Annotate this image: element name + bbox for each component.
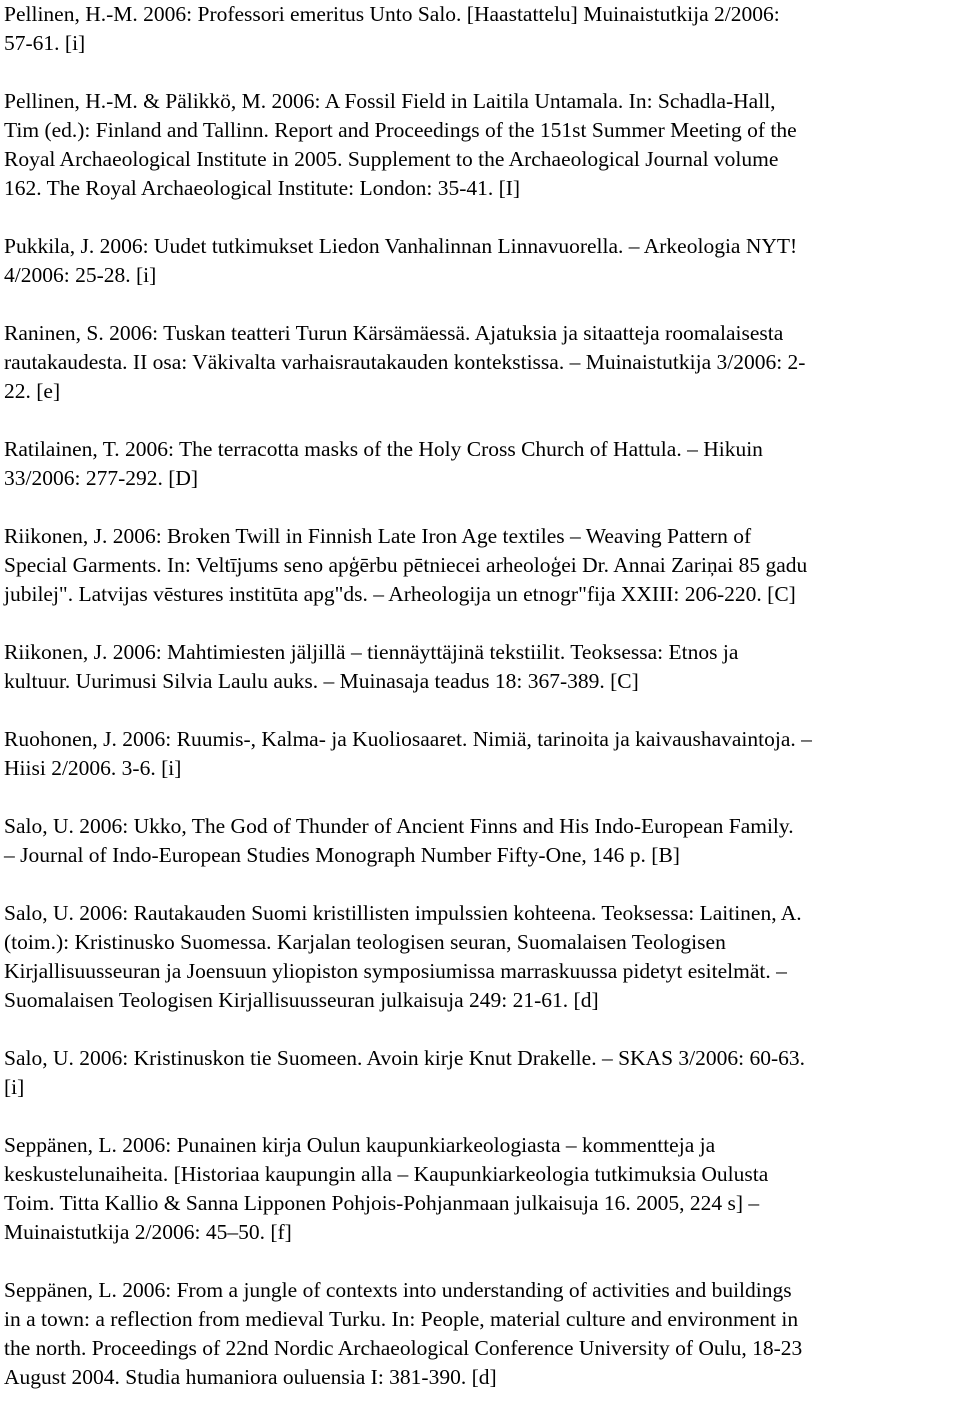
reference-line: Toim. Titta Kallio & Sanna Lipponen Pohjois-Pohjanmaan julkaisuja 16. 2005, 224 s] – [4,1191,760,1215]
reference-line: Salo, U. 2006: Rautakauden Suomi kristillisten impulssien kohteena. Teoksessa: Laitinen, A. [4,901,802,925]
reference-entry [4,1044,956,1102]
reference-line: [i] [4,1075,25,1099]
reference-line: Salo, U. 2006: Kristinuskon tie Suomeen. Avoin kirje Knut Drakelle. – SKAS 3/2006: 60-63. [4,1046,806,1070]
reference-line: in a town: a reflection from medieval Turku. In: People, material culture and environment in [4,1307,799,1331]
reference-line: – Journal of Indo-European Studies Monograph Number Fifty-One, 146 p. [B] [4,843,680,867]
reference-line: Salo, U. 2006: Ukko, The God of Thunder of Ancient Finns and His Indo-European Family. [4,814,794,838]
reference-line: Riikonen, J. 2006: Mahtimiesten jäljillä – tiennäyttäjinä tekstiilit. Teoksessa: Etnos ja [4,640,739,664]
reference-line: 22. [e] [4,379,61,403]
reference-entry [4,0,956,58]
reference-line: Riikonen, J. 2006: Broken Twill in Finnish Late Iron Age textiles – Weaving Pattern of [4,524,752,548]
reference-line: Pellinen, H.-M. & Pälikkö, M. 2006: A Fossil Field in Laitila Untamala. In: Schadla-Hall, [4,89,776,113]
reference-line: Royal Archaeological Institute in 2005. Supplement to the Archaeological Journal volume [4,147,779,171]
reference-entry [4,899,956,1015]
reference-line: Tim (ed.): Finland and Tallinn. Report and Proceedings of the 151st Summer Meeting of the [4,118,797,142]
reference-entry [4,435,956,493]
reference-line: rautakaudesta. II osa: Väkivalta varhaisrautakauden kontekstissa. – Muinaistutkija 3/2006: 2- [4,350,806,374]
reference-line: 162. The Royal Archaeological Institute: London: 35-41. [I] [4,176,521,200]
reference-line: August 2004. Studia humaniora ouluensia I: 381-390. [d] [4,1365,497,1389]
reference-entry [4,1276,956,1392]
reference-line: Ratilainen, T. 2006: The terracotta masks of the Holy Cross Church of Hattula. – Hikuin [4,437,763,461]
reference-entry [4,812,956,870]
reference-line: Suomalaisen Teologisen Kirjallisuusseuran julkaisuja 249: 21-61. [d] [4,988,599,1012]
reference-line: 33/2006: 277-292. [D] [4,466,199,490]
reference-line: keskustelunaiheita. [Historiaa kaupungin alla – Kaupunkiarkeologia tutkimuksia Oulusta [4,1162,769,1186]
reference-entry [4,638,956,696]
reference-entry [4,232,956,290]
reference-line: Hiisi 2/2006. 3-6. [i] [4,756,182,780]
reference-entry [4,1131,956,1247]
reference-line: Seppänen, L. 2006: Punainen kirja Oulun kaupunkiarkeologiasta – kommentteja ja [4,1133,716,1157]
reference-entry [4,87,956,203]
reference-line: Raninen, S. 2006: Tuskan teatteri Turun Kärsämäessä. Ajatuksia ja sitaatteja roomalaisesta [4,321,784,345]
reference-line: kultuur. Uurimusi Silvia Laulu auks. – Muinasaja teadus 18: 367-389. [C] [4,669,639,693]
reference-line: Special Garments. In: Veltījums seno apģērbu pētniecei arheoloģei Dr. Annai Zariņai 85 gadu [4,553,808,577]
reference-line: (toim.): Kristinusko Suomessa. Karjalan teologisen seuran, Suomalaisen Teologisen [4,930,726,954]
reference-entry [4,319,956,406]
reference-line: 4/2006: 25-28. [i] [4,263,157,287]
reference-list [4,0,956,1421]
reference-line: 57-61. [i] [4,31,86,55]
reference-line: Muinaistutkija 2/2006: 45–50. [f] [4,1220,292,1244]
reference-line: Pukkila, J. 2006: Uudet tutkimukset Liedon Vanhalinnan Linnavuorella. – Arkeologia NYT! [4,234,798,258]
reference-line: the north. Proceedings of 22nd Nordic Archaeological Conference University of Oulu, 18-23 [4,1336,803,1360]
reference-line: Pellinen, H.-M. 2006: Professori emeritus Unto Salo. [Haastattelu] Muinaistutkija 2/2006: [4,2,780,26]
reference-line: Seppänen, L. 2006: From a jungle of contexts into understanding of activities and buildings [4,1278,792,1302]
reference-line: Ruohonen, J. 2006: Ruumis-, Kalma- ja Kuoliosaaret. Nimiä, tarinoita ja kaivaushavaintoja. – [4,727,812,751]
reference-entry [4,522,956,609]
reference-line: Kirjallisuusseuran ja Joensuun yliopiston symposiumissa marraskuussa pidetyt esitelmät. – [4,959,787,983]
reference-line: jubilej". Latvijas vēstures institūta apg"ds. – Arheologija un etnogr"fija XXIII: 206-220. [C] [4,582,796,606]
reference-entry [4,725,956,783]
